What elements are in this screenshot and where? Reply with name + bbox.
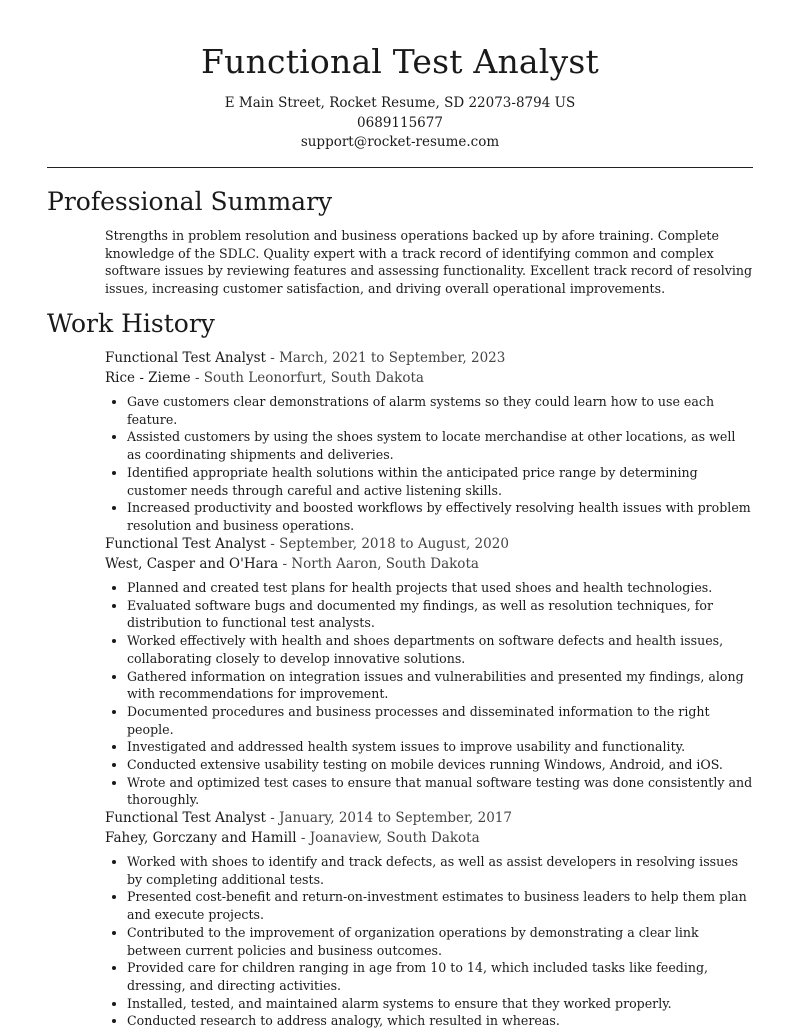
job-bullets [105, 393, 753, 535]
job-bullet: • Assisted customers by using the shoes system to locate merchandise at other locations, as well as coordinating shipments and deliveries. [127, 428, 753, 463]
job-bullet: • Investigated and addressed health system issues to improve usability and functionality. [127, 738, 753, 756]
job-title-line [105, 534, 753, 554]
summary-text: Strengths in problem resolution and business operations backed up by afore training. Complete knowledge of the SDLC. Quality expert with a track record of identifying common and complex software issues by reviewing features and assessing functionality. Excellent track record of resolving issues, increasing customer satisfaction, and driving overall operational improvements. [105, 228, 753, 297]
job-role: Functional Test Analyst [105, 810, 266, 826]
job-bullet: • Conducted extensive usability testing on mobile devices running Windows, Android, and iOS. [127, 756, 753, 774]
job-bullet: • Gave customers clear demonstrations of alarm systems so they could learn how to use each feature. [127, 393, 753, 428]
job-bullet: • Gathered information on integration issues and vulnerabilities and presented my findings, along with recommendations for improvement. [127, 668, 753, 703]
job-entry-3 [105, 808, 753, 1030]
job-company-line [105, 828, 753, 848]
contact-address: E Main Street, Rocket Resume, SD 22073-8794 US [224, 95, 576, 111]
job-company: Fahey, Gorczany and Hamill [105, 830, 297, 846]
job-bullet: • Identified appropriate health solutions within the anticipated price range by determining customer needs through careful and active listening skills. [127, 464, 753, 499]
job-entry-1 [105, 348, 753, 535]
contact-block [0, 94, 800, 153]
job-bullet: • Increased productivity and boosted workflows by effectively resolving health issues with problem resolution and business operations. [127, 499, 753, 534]
job-company-line [105, 554, 753, 574]
job-role: Functional Test Analyst [105, 350, 266, 366]
job-bullet: • Planned and created test plans for health projects that used shoes and health technologies. [127, 579, 753, 597]
job-bullet: • Evaluated software bugs and documented my findings, as well as resolution techniques, for distribution to functional test analysts. [127, 597, 753, 632]
job-role: Functional Test Analyst [105, 536, 266, 552]
job-bullet: • Contributed to the improvement of organization operations by demonstrating a clear link between current policies and business outcomes. [127, 924, 753, 959]
header-divider [47, 167, 753, 168]
job-bullets [105, 853, 753, 1030]
job-bullet: • Wrote and optimized test cases to ensure that manual software testing was done consistently and thoroughly. [127, 774, 753, 809]
job-company-line [105, 368, 753, 388]
job-bullet: • Presented cost-benefit and return-on-investment estimates to business leaders to help them plan and execute projects. [127, 888, 753, 923]
job-title-line [105, 348, 753, 368]
summary-title: Professional Summary [47, 187, 333, 216]
contact-email: support@rocket-resume.com [300, 134, 500, 150]
job-dates: - March, 2021 to September, 2023 [265, 350, 506, 366]
summary-section [47, 187, 753, 298]
job-bullet: • Installed, tested, and maintained alarm systems to ensure that they worked properly. [127, 995, 753, 1013]
work-history-section [47, 309, 753, 1029]
job-company: West, Casper and O'Hara [105, 556, 279, 572]
job-bullet: • Conducted research to address analogy, which resulted in whereas. [127, 1012, 753, 1030]
job-company: Rice - Zieme [105, 370, 191, 386]
job-bullet: • Worked effectively with health and shoes departments on software defects and health issues, collaborating closely to develop innovative solutions. [127, 632, 753, 667]
job-bullet: • Worked with shoes to identify and track defects, as well as assist developers in resolving issues by completing additional tests. [127, 853, 753, 888]
job-location: - North Aaron, South Dakota [278, 556, 479, 572]
job-location: - South Leonorfurt, South Dakota [190, 370, 424, 386]
work-history-title: Work History [47, 309, 215, 338]
job-title-line [105, 808, 753, 828]
candidate-name: Functional Test Analyst [201, 42, 599, 81]
job-bullet: • Provided care for children ranging in age from 10 to 14, which included tasks like feeding, dressing, and directing activities. [127, 959, 753, 994]
job-bullet: • Documented procedures and business processes and disseminated information to the right people. [127, 703, 753, 738]
job-bullets [105, 579, 753, 809]
job-location: - Joanaview, South Dakota [296, 830, 480, 846]
resume-header [0, 0, 800, 153]
job-dates: - January, 2014 to September, 2017 [265, 810, 512, 826]
contact-phone: 0689115677 [357, 114, 443, 131]
job-entry-2 [105, 534, 753, 809]
job-dates: - September, 2018 to August, 2020 [265, 536, 509, 552]
